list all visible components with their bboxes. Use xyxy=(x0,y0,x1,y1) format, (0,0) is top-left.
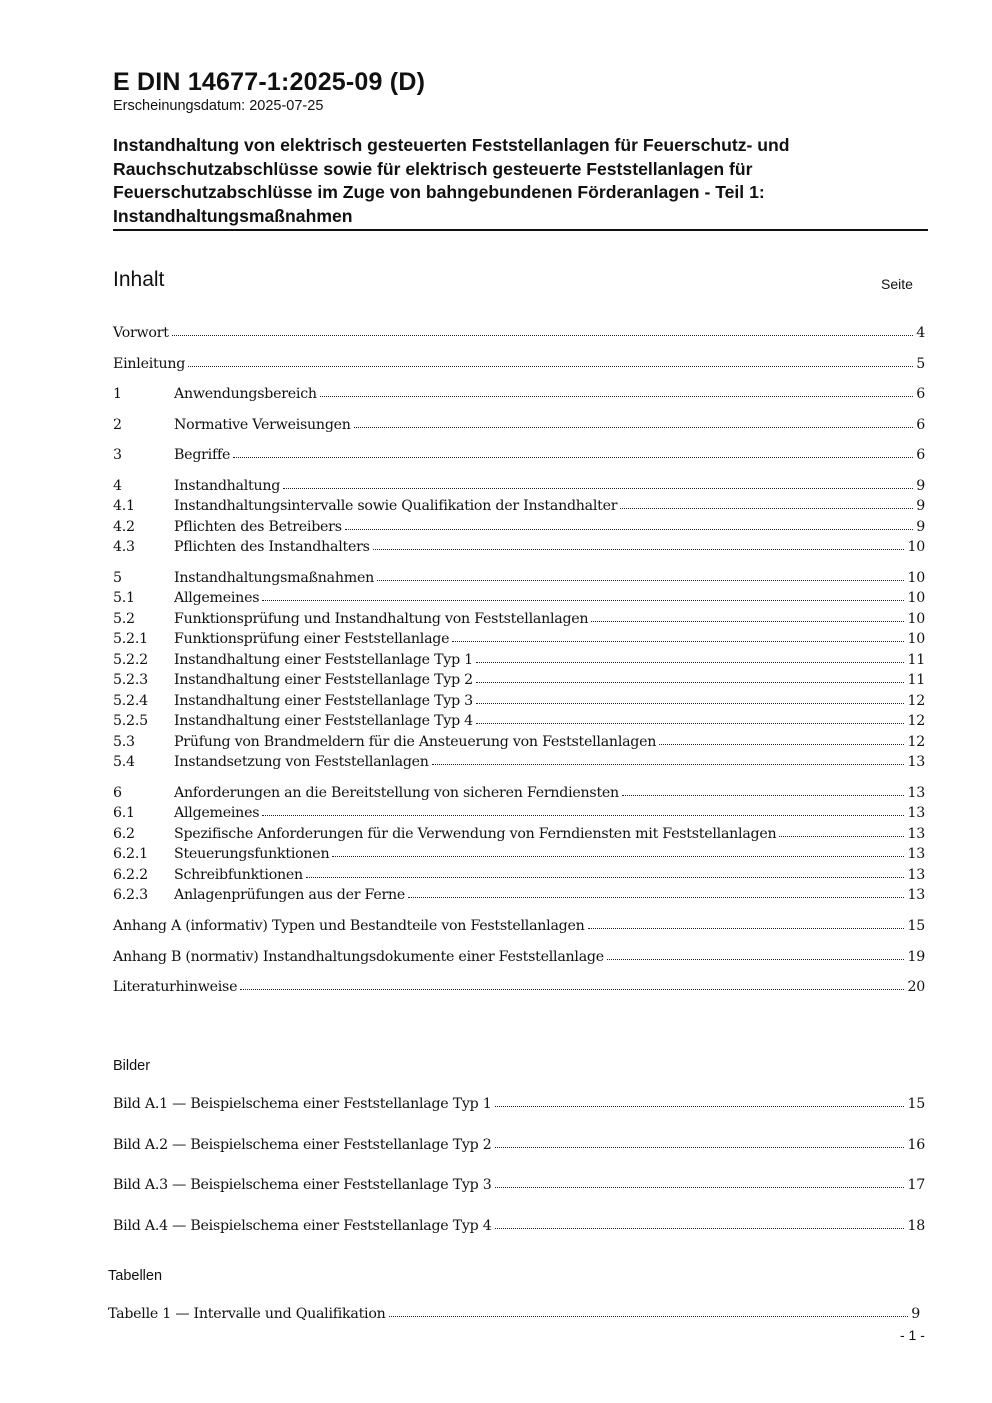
toc-page: 13 xyxy=(907,867,925,883)
toc-title: Instandhaltung einer Feststellanlage Typ 4 xyxy=(174,713,473,729)
toc-page: 13 xyxy=(907,805,925,821)
toc-number: 5.4 xyxy=(113,754,135,770)
toc-entry[interactable] xyxy=(113,652,925,668)
toc-page: 10 xyxy=(907,590,925,606)
toc-number: 5.2.1 xyxy=(113,631,148,647)
table-page: 9 xyxy=(911,1306,920,1322)
toc-title: Allgemeines xyxy=(174,590,260,606)
toc-dot-leader xyxy=(408,897,904,898)
figure-page: 18 xyxy=(907,1218,925,1234)
figure-dot-leader xyxy=(495,1228,905,1229)
toc-title: Instandhaltung einer Feststellanlage Typ 3 xyxy=(174,693,473,709)
figure-title: Bild A.2 — Beispielschema einer Feststellanlage Typ 2 xyxy=(113,1137,492,1153)
toc-number: 2 xyxy=(113,417,122,433)
figure-page: 15 xyxy=(907,1096,925,1112)
toc-title: Instandhaltung einer Feststellanlage Typ 1 xyxy=(174,652,473,668)
toc-number: 6.1 xyxy=(113,805,135,821)
toc-entry[interactable] xyxy=(113,611,925,627)
toc-number: 6.2.2 xyxy=(113,867,148,883)
toc-page: 11 xyxy=(907,652,925,668)
figure-title: Bild A.1 — Beispielschema einer Feststellanlage Typ 1 xyxy=(113,1096,492,1112)
toc-entry[interactable] xyxy=(113,539,925,555)
toc-number: 5.3 xyxy=(113,734,135,750)
toc-entry[interactable] xyxy=(113,672,925,688)
toc-number: 1 xyxy=(113,386,122,402)
toc-dot-leader xyxy=(659,744,904,745)
toc-dot-leader xyxy=(591,621,904,622)
toc-number: 5.2.2 xyxy=(113,652,148,668)
figure-title: Bild A.4 — Beispielschema einer Feststellanlage Typ 4 xyxy=(113,1218,492,1234)
toc-number: 5.2 xyxy=(113,611,135,627)
toc-entry[interactable] xyxy=(113,590,925,606)
toc-dot-leader xyxy=(607,959,905,960)
toc-page: 10 xyxy=(907,631,925,647)
toc-page: 13 xyxy=(907,846,925,862)
toc-page: 6 xyxy=(916,386,925,402)
table-title: Tabelle 1 — Intervalle und Qualifikation xyxy=(108,1306,386,1322)
toc-entry[interactable] xyxy=(113,356,925,372)
toc-page: 10 xyxy=(907,539,925,555)
toc-title: Normative Verweisungen xyxy=(174,417,351,433)
toc-entry[interactable] xyxy=(113,325,925,341)
title-line: Instandhaltungsmaßnahmen xyxy=(113,205,353,226)
toc-entry[interactable] xyxy=(113,754,925,770)
toc-dot-leader xyxy=(320,396,913,397)
page-number: - 1 - xyxy=(900,1327,925,1343)
toc-number: 5.2.3 xyxy=(113,672,148,688)
title-divider xyxy=(113,229,928,231)
toc-title: Anlagenprüfungen aus der Ferne xyxy=(174,887,406,903)
toc-title: Instandhaltungsmaßnahmen xyxy=(174,570,374,586)
toc-entry[interactable] xyxy=(113,846,925,862)
toc-page: 20 xyxy=(907,979,925,995)
toc-page: 12 xyxy=(907,713,925,729)
toc-title: Einleitung xyxy=(113,356,186,372)
toc-dot-leader xyxy=(262,600,904,601)
toc-dot-leader xyxy=(620,508,913,509)
toc-title: Anforderungen an die Bereitstellung von sicheren Ferndiensten xyxy=(174,785,619,801)
toc-dot-leader xyxy=(172,335,914,336)
table-entry[interactable] xyxy=(108,1306,920,1322)
toc-title: Instandhaltung xyxy=(174,478,281,494)
toc-dot-leader xyxy=(345,529,913,530)
toc-page: 4 xyxy=(916,325,925,341)
toc-entry[interactable] xyxy=(113,386,925,402)
toc-entry[interactable] xyxy=(113,887,925,903)
toc-title: Prüfung von Brandmeldern für die Ansteuerung von Feststellanlagen xyxy=(174,734,657,750)
toc-dot-leader xyxy=(476,662,905,663)
toc-page: 10 xyxy=(907,611,925,627)
toc-number: 5.1 xyxy=(113,590,135,606)
toc-dot-leader xyxy=(588,928,905,929)
toc-title: Instandhaltung einer Feststellanlage Typ 2 xyxy=(174,672,473,688)
toc-entry[interactable] xyxy=(113,447,925,463)
toc-page: 11 xyxy=(907,672,925,688)
toc-number: 3 xyxy=(113,447,122,463)
toc-entry[interactable] xyxy=(113,826,925,842)
figure-dot-leader xyxy=(495,1106,905,1107)
toc-page: 5 xyxy=(916,356,925,372)
toc-dot-leader xyxy=(306,877,905,878)
toc-dot-leader xyxy=(377,580,904,581)
toc-title: Anhang B (normativ) Instandhaltungsdokumente einer Feststellanlage xyxy=(113,949,604,965)
toc-page: 6 xyxy=(916,417,925,433)
toc-number: 5 xyxy=(113,570,122,586)
toc-dot-leader xyxy=(779,836,904,837)
toc-title: Begriffe xyxy=(174,447,231,463)
toc-dot-leader xyxy=(262,815,904,816)
toc-page: 6 xyxy=(916,447,925,463)
toc-entry[interactable] xyxy=(113,979,925,995)
toc-title: Funktionsprüfung einer Feststellanlage xyxy=(174,631,450,647)
figure-entry[interactable] xyxy=(113,1218,925,1234)
toc-entry[interactable] xyxy=(113,631,925,647)
toc-page: 12 xyxy=(907,734,925,750)
toc-number: 5.2.5 xyxy=(113,713,148,729)
figure-entry[interactable] xyxy=(113,1177,925,1193)
toc-title: Allgemeines xyxy=(174,805,260,821)
toc-entry[interactable] xyxy=(113,918,925,934)
toc-number: 4 xyxy=(113,478,122,494)
toc-title: Schreibfunktionen xyxy=(174,867,303,883)
title-line: Feuerschutzabschlüsse im Zuge von bahngebundenen Förderanlagen - Teil 1: xyxy=(113,182,765,202)
toc-page: 12 xyxy=(907,693,925,709)
toc-dot-leader xyxy=(240,989,904,990)
document-title xyxy=(113,134,928,228)
toc-number: 4.3 xyxy=(113,539,135,555)
table-dot-leader xyxy=(389,1316,909,1317)
toc-title: Funktionsprüfung und Instandhaltung von Feststellanlagen xyxy=(174,611,589,627)
toc-dot-leader xyxy=(188,366,913,367)
toc-title: Pflichten des Instandhalters xyxy=(174,539,370,555)
toc-title: Instandsetzung von Feststellanlagen xyxy=(174,754,429,770)
toc-entry[interactable] xyxy=(113,805,925,821)
figure-page: 17 xyxy=(907,1177,925,1193)
toc-dot-leader xyxy=(452,641,904,642)
toc-dot-leader xyxy=(476,703,905,704)
toc-dot-leader xyxy=(622,795,905,796)
toc-page: 9 xyxy=(916,498,925,514)
toc-page: 19 xyxy=(907,949,925,965)
figures-heading: Bilder xyxy=(113,1058,151,1074)
toc-entry[interactable] xyxy=(113,785,925,801)
toc-entry[interactable] xyxy=(113,570,925,586)
toc-page: 9 xyxy=(916,478,925,494)
toc-dot-leader xyxy=(354,427,914,428)
toc-title: Steuerungsfunktionen xyxy=(174,846,330,862)
toc-title: Vorwort xyxy=(113,325,169,341)
toc-entry[interactable] xyxy=(113,693,925,709)
toc-entry[interactable] xyxy=(113,417,925,433)
tables-heading: Tabellen xyxy=(108,1268,163,1284)
title-line: Instandhaltung von elektrisch gesteuerten Feststellanlagen für Feuerschutz- und xyxy=(113,135,790,155)
toc-heading: Inhalt xyxy=(113,268,165,291)
toc-entry[interactable] xyxy=(113,734,925,750)
toc-title: Instandhaltungsintervalle sowie Qualifikation der Instandhalter xyxy=(174,498,618,514)
toc-page: 13 xyxy=(907,887,925,903)
toc-title: Pflichten des Betreibers xyxy=(174,519,342,535)
toc-page: 13 xyxy=(907,754,925,770)
toc-entry[interactable] xyxy=(113,519,925,535)
toc-page: 9 xyxy=(916,519,925,535)
toc-dot-leader xyxy=(476,682,905,683)
toc-page: 15 xyxy=(907,918,925,934)
toc-number: 6.2.1 xyxy=(113,846,148,862)
toc-title: Literaturhinweise xyxy=(113,979,238,995)
toc-number: 4.2 xyxy=(113,519,135,535)
toc-title: Anwendungsbereich xyxy=(174,386,317,402)
page-column-label: Seite xyxy=(881,276,913,292)
toc-entry[interactable] xyxy=(113,949,925,965)
toc-title: Spezifische Anforderungen für die Verwendung von Ferndiensten mit Feststellanlagen xyxy=(174,826,777,842)
figure-entry[interactable] xyxy=(113,1137,925,1153)
figure-entry[interactable] xyxy=(113,1096,925,1112)
toc-page: 10 xyxy=(907,570,925,586)
figure-page: 16 xyxy=(907,1137,925,1153)
toc-entry[interactable] xyxy=(113,713,925,729)
toc-dot-leader xyxy=(476,723,905,724)
publication-date: Erscheinungsdatum: 2025-07-25 xyxy=(113,98,324,114)
toc-number: 6.2.3 xyxy=(113,887,148,903)
figure-dot-leader xyxy=(495,1187,905,1188)
toc-title: Anhang A (informativ) Typen und Bestandteile von Feststellanlagen xyxy=(113,918,585,934)
toc-dot-leader xyxy=(332,856,904,857)
toc-entry[interactable] xyxy=(113,498,925,514)
toc-dot-leader xyxy=(283,488,913,489)
toc-entry[interactable] xyxy=(113,478,925,494)
toc-number: 6.2 xyxy=(113,826,135,842)
toc-entry[interactable] xyxy=(113,867,925,883)
toc-dot-leader xyxy=(373,549,905,550)
toc-number: 5.2.4 xyxy=(113,693,148,709)
toc-page: 13 xyxy=(907,826,925,842)
toc-dot-leader xyxy=(233,457,913,458)
toc-page: 13 xyxy=(907,785,925,801)
toc-number: 4.1 xyxy=(113,498,135,514)
document-id: E DIN 14677-1:2025-09 (D) xyxy=(113,68,426,96)
toc-number: 6 xyxy=(113,785,122,801)
toc-dot-leader xyxy=(432,764,905,765)
figure-dot-leader xyxy=(495,1147,905,1148)
figure-title: Bild A.3 — Beispielschema einer Feststellanlage Typ 3 xyxy=(113,1177,492,1193)
title-line: Rauchschutzabschlüsse sowie für elektrisch gesteuerte Feststellanlagen für xyxy=(113,158,753,179)
